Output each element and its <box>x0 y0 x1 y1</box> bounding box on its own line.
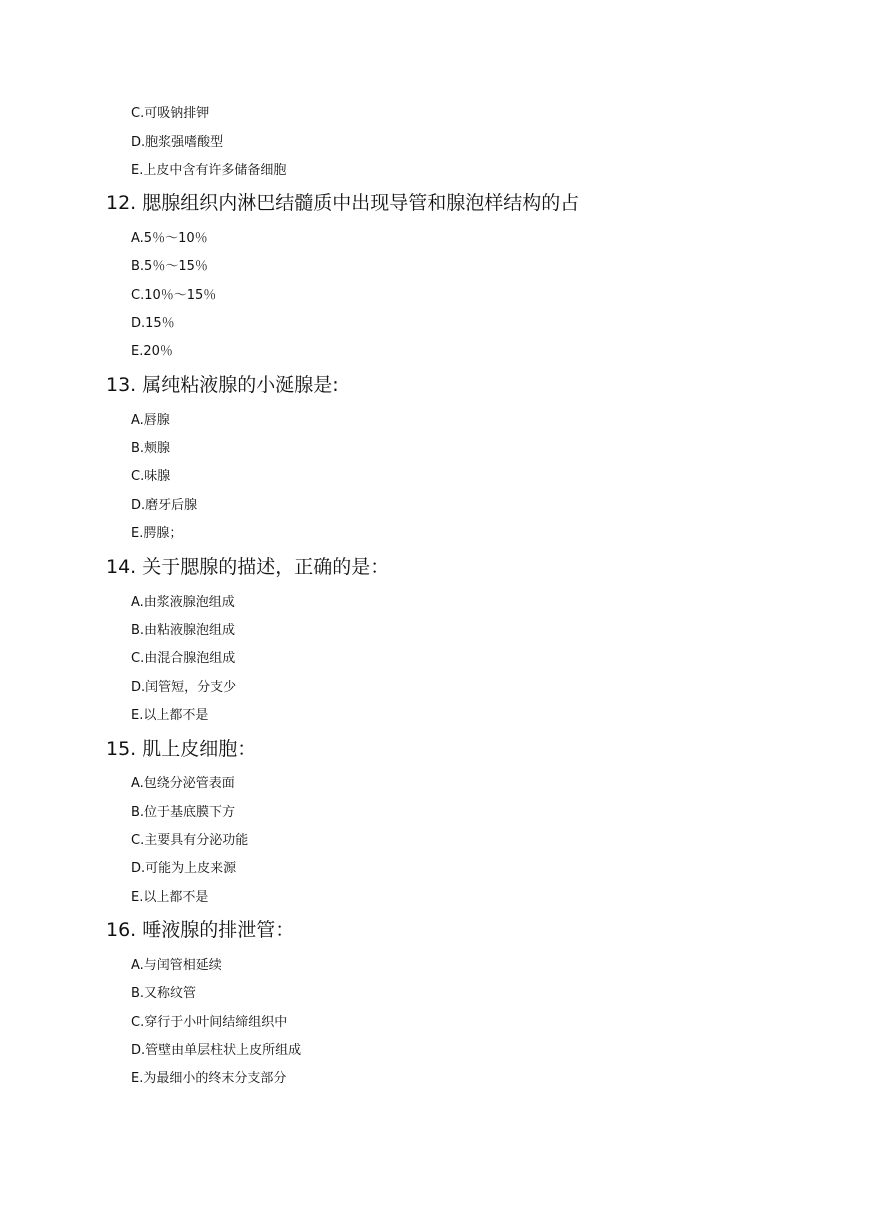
question-stem: 15. 肌上皮细胞： <box>106 738 257 760</box>
option-text: D.磨牙后腺 <box>131 498 198 513</box>
option-text: A.唇腺 <box>131 413 170 428</box>
option-text: E.以上都不是 <box>131 708 209 723</box>
option-text: D.可能为上皮来源 <box>131 861 237 876</box>
option-text: B.又称纹管 <box>131 986 197 1001</box>
question-stem: 12. 腮腺组织内淋巴结髓质中出现导管和腺泡样结构的占 <box>106 192 580 214</box>
option-text: D.15％ <box>131 316 175 331</box>
option-text: C.可吸钠排钾 <box>131 106 210 121</box>
option-text: C.穿行于小叶间结缔组织中 <box>131 1015 288 1030</box>
option-text: C.10％～15％ <box>131 288 217 303</box>
question-stem: 14. 关于腮腺的描述，正确的是： <box>106 556 390 578</box>
option-text: D.胞浆强嗜酸型 <box>131 135 224 150</box>
option-text: A.包绕分泌管表面 <box>131 776 235 791</box>
option-text: D.闰管短，分支少 <box>131 680 237 695</box>
option-text: E.上皮中含有许多储备细胞 <box>131 163 287 178</box>
option-text: A.与闰管相延续 <box>131 958 222 973</box>
option-text: A.5％～10％ <box>131 231 208 246</box>
option-text: B.颊腺 <box>131 441 171 456</box>
option-text: E.腭腺； <box>131 526 183 541</box>
option-text: B.由粘液腺泡组成 <box>131 623 236 638</box>
option-text: A.由浆液腺泡组成 <box>131 595 235 610</box>
option-text: B.位于基底膜下方 <box>131 805 236 820</box>
option-text: C.由混合腺泡组成 <box>131 651 236 666</box>
option-text: E.以上都不是 <box>131 890 209 905</box>
question-stem: 16. 唾液腺的排泄管： <box>106 919 295 941</box>
question-stem: 13. 属纯粘液腺的小涎腺是: <box>106 374 339 396</box>
option-text: C.味腺 <box>131 469 171 484</box>
option-text: C.主要具有分泌功能 <box>131 833 249 848</box>
option-text: E.20％ <box>131 344 173 359</box>
option-text: E.为最细小的终末分支部分 <box>131 1071 287 1086</box>
option-text: D.管壁由单层柱状上皮所组成 <box>131 1043 302 1058</box>
option-text: B.5％～15％ <box>131 259 208 274</box>
